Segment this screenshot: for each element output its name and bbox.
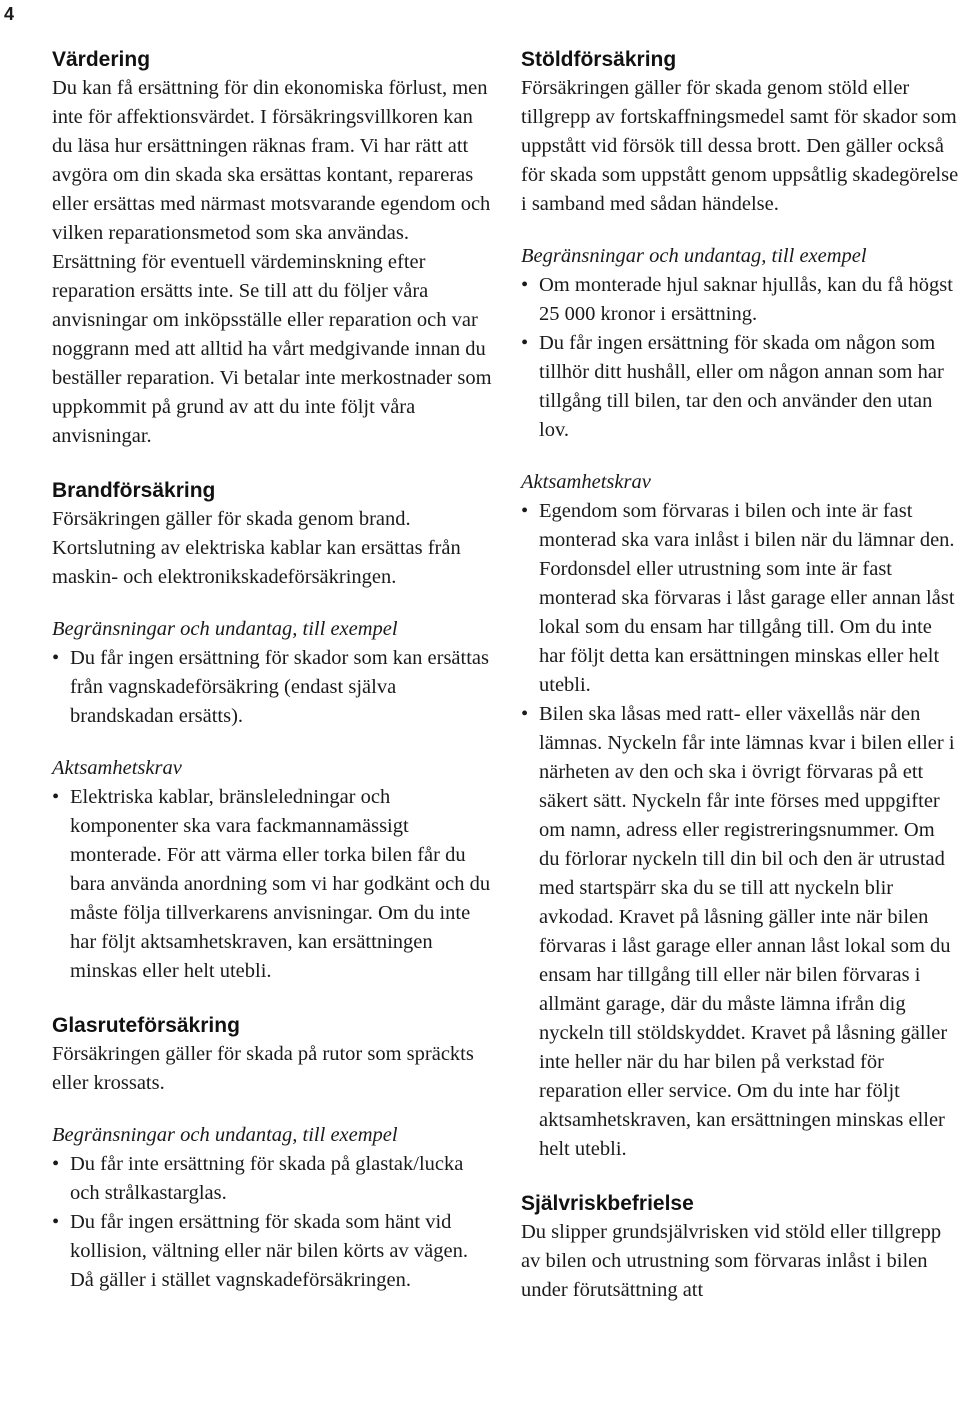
list-item: • Du får inte ersättning för skada på glastak/lucka och strålkastarglas. [52, 1150, 492, 1208]
list-item: • Bilen ska låsas med ratt- eller växellås när den lämnas. Nyckeln får inte lämnas kvar i bilen eller i närheten av den och ska i övrigt förvaras på ett säkert sätt. Nyckeln får inte förses med uppgifter om namn, adress eller registreringsnummer. Om du förlorar nyckeln till din bil och den är utrustad med startspärr ska du se till att nyckeln blir avkodad. Kravet på låsning gäller inte när bilen förvaras i låst garage eller annan låst lokal som du ensam har tillgång till eller när bilen förvaras i allmänt garage, där du måste lämna ifrån dig nyckeln till stöldskyddet. Kravet på låsning gäller inte heller när du har bilen på verkstad för reparation eller service. Om du inte har följt aktsamhetskraven, kan ersättningen minskas eller helt utebli. [521, 700, 959, 1164]
stold-care-title: Aktsamhetskrav [521, 471, 651, 493]
section-vardering [52, 46, 492, 451]
list-item: • Om monterade hjul saknar hjullås, kan du få högst 25 000 kronor i ersättning. [521, 271, 959, 329]
section-stold [521, 46, 959, 1164]
stold-limits-list [521, 271, 959, 445]
list-item: • Du får ingen ersättning för skada som hänt vid kollision, vältning eller när bilen körts av vägen. Då gäller i stället vagnskadeförsäkringen. [52, 1208, 492, 1295]
body-glas: Försäkringen gäller för skada på rutor som spräckts eller krossats. [52, 1043, 474, 1094]
list-item: • Egendom som förvaras i bilen och inte är fast monterad ska vara inlåst i bilen när du lämnar den. Fordonsdel eller utrustning som inte är fast monterad ska förvaras i låst garage eller annan låst lokal som du ensam har tillgång till. Om du inte har följt detta kan ersättningen minskas eller helt utebli. [521, 497, 959, 700]
list-item: • Elektriska kablar, bränsleledningar och komponenter ska vara fackmannamässigt monterade. För att värma eller torka bilen får du bara använda anordning som vi har godkänt och du måste följa tillverkarens anvisningar. Om du inte har följt aktsamhetskraven, kan ersättningen minskas eller helt utebli. [52, 783, 492, 986]
body-sjalvrisk: Du slipper grundsjälvrisken vid stöld eller tillgrepp av bilen och utrustning som förvaras inlåst i bilen under förutsättning att [521, 1221, 942, 1301]
heading-brand: Brandförsäkring [52, 479, 216, 502]
section-sjalvrisk [521, 1190, 959, 1305]
heading-vardering: Värdering [52, 48, 151, 71]
list-item: • Du får ingen ersättning för skada om någon som tillhör ditt hushåll, eller om någon annan som har tillgång till bilen, tar den och använder den utan lov. [521, 329, 959, 445]
list-item: • Du får ingen ersättning för skador som kan ersättas från vagnskadeförsäkring (endast själva brandskadan ersätts). [52, 644, 492, 731]
brand-care-list [52, 783, 492, 986]
body-brand: Försäkringen gäller för skada genom brand. Kortslutning av elektriska kablar kan ersättas från maskin- och elektronikskadeförsäkringen. [52, 508, 461, 588]
glas-limits-list [52, 1150, 492, 1295]
left-column [52, 46, 492, 1295]
stold-care-list [521, 497, 959, 1164]
page-number: 4 [4, 4, 15, 24]
body-vardering: Du kan få ersättning för din ekonomiska förlust, men inte för affektionsvärdet. I försäkringsvillkoren kan du läsa hur ersättningen räknas fram. Vi har rätt att avgöra om din skada ska ersättas kontant, repareras eller ersättas med närmast motsvarande egendom och vilken reparationsmetod som ska användas. Ersättning för eventuell värdeminskning efter reparation ersätts inte. Se till att du följer våra anvisningar om inköpsställe eller reparation och var noggrann med att alltid ha vårt medgivande innan du beställer reparation. Vi betalar inte merkostnader som uppkommit på grund av att du inte följt våra anvisningar. [52, 77, 492, 447]
glas-limits-title: Begränsningar och undantag, till exempel [52, 1124, 398, 1146]
right-column [521, 46, 959, 1305]
brand-limits-title: Begränsningar och undantag, till exempel [52, 618, 398, 640]
stold-limits-title: Begränsningar och undantag, till exempel [521, 245, 867, 267]
body-stold: Försäkringen gäller för skada genom stöld eller tillgrepp av fortskaffningsmedel samt för skador som uppstått vid försök till dessa brott. Den gäller också för skada som uppstått genom uppsåtlig skadegörelse i samband med sådan händelse. [521, 77, 959, 215]
section-glas [52, 1012, 492, 1295]
brand-limits-list [52, 644, 492, 731]
section-brand [52, 477, 492, 986]
heading-glas: Glasruteförsäkring [52, 1014, 240, 1037]
brand-care-title: Aktsamhetskrav [52, 757, 182, 779]
heading-sjalvrisk: Självriskbefrielse [521, 1192, 694, 1215]
heading-stold: Stöldförsäkring [521, 48, 677, 71]
